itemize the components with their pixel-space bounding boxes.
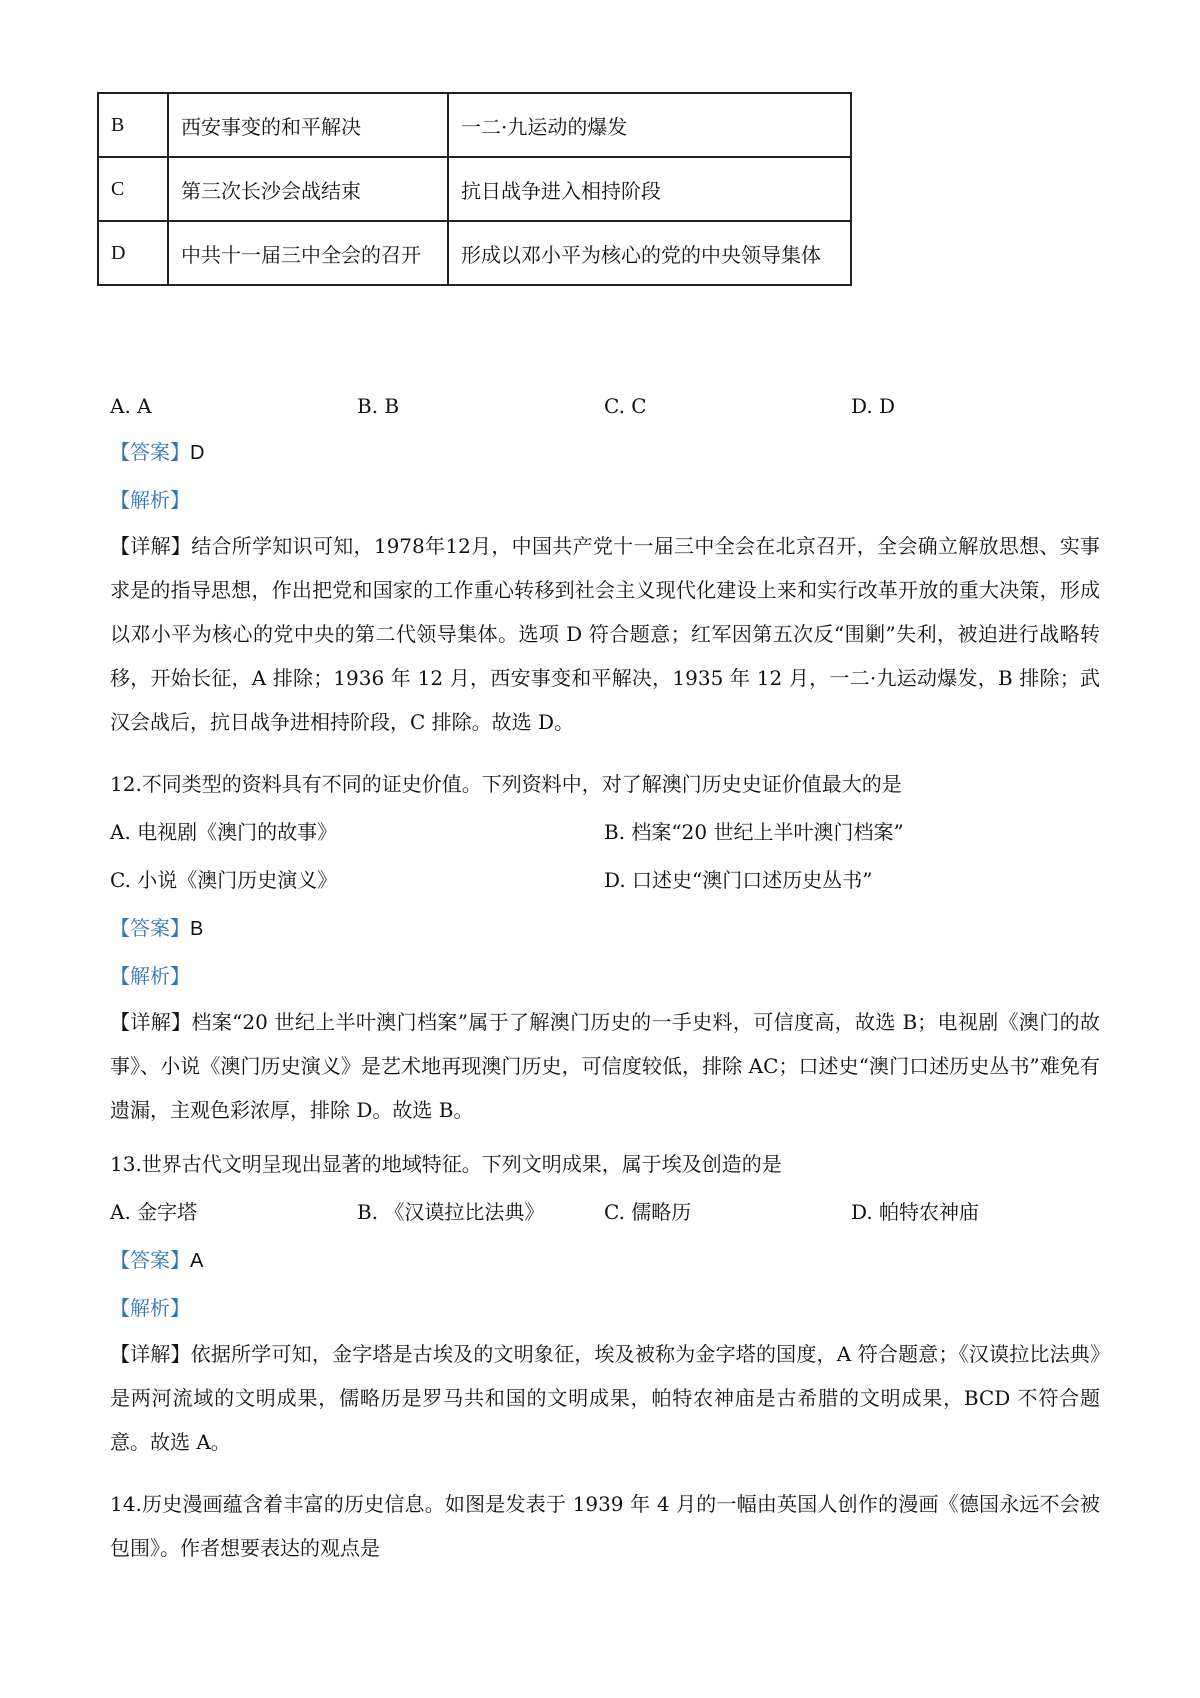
q11-option-b: B. B [357, 394, 400, 418]
detail-text: 结合所学知识可知，1978年12月，中国共产党十一届三中全会在北京召开，全会确立解放思想、实事求是的指导思想，作出把党和国家的工作重心转移到社会主义现代化建设上来和实行改革开放的重大决策，形成以邓小平为核心的党中央的第二代领导集体。选项 D 符合题意；红军因第五次反“围剿”失利，被迫进行战略转移，开始长征，A 排除；1936 年 12 月，西安事变和平解决，1935 年 12 月，一二·九运动爆发，B 排除；武汉会战后，抗日战争进相持阶段，C 排除。故选 D。 [110, 534, 1100, 734]
row-event: 中共十一届三中全会的召开 [168, 221, 448, 285]
q12-answer [110, 914, 1110, 943]
row-result: 形成以邓小平为核心的党的中央领导集体 [448, 221, 851, 285]
answer-value: A [190, 1250, 204, 1272]
row-letter: D [98, 221, 168, 285]
row-letter: B [98, 93, 168, 157]
q13-question: 13.世界古代文明呈现出显著的地域特征。下列文明成果，属于埃及创造的是 [110, 1152, 782, 1176]
table-row [98, 93, 851, 157]
row-event: 西安事变的和平解决 [168, 93, 448, 157]
q11-answer [110, 438, 1110, 467]
q11-analysis-tag: 【解析】 [110, 488, 190, 512]
q12-option-a: A. 电视剧《澳门的故事》 [110, 820, 338, 844]
answer-tag: 【答案】 [110, 1248, 190, 1272]
table-row [98, 157, 851, 221]
q12-option-b: B. 档案“20 世纪上半叶澳门档案” [604, 820, 904, 844]
table-row [98, 221, 851, 285]
q12-analysis-tag: 【解析】 [110, 964, 190, 988]
q14-question: 14.历史漫画蕴含着丰富的历史信息。如图是发表于 1939 年 4 月的一幅由英国人创作的漫画《德国永远不会被包围》。作者想要表达的观点是 [110, 1492, 1100, 1560]
answer-tag: 【答案】 [110, 916, 190, 940]
detail-text: 档案“20 世纪上半叶澳门档案”属于了解澳门历史的一手史料，可信度高，故选 B；电视剧《澳门的故事》、小说《澳门历史演义》是艺术地再现澳门历史，可信度较低，排除 AC；口述史“澳门口述历史丛书”难免有遗漏，主观色彩浓厚，排除 D。故选 B。 [110, 1010, 1100, 1122]
q12-detail [110, 1000, 1100, 1132]
detail-text: 依据所学可知，金字塔是古埃及的文明象征，埃及被称为金字塔的国度，A 符合题意；《汉谟拉比法典》是两河流域的文明成果，儒略历是罗马共和国的文明成果，帕特农神庙是古希腊的文明成果，BCD 不符合题意。故选 A。 [110, 1342, 1100, 1454]
detail-tag: 【详解】 [110, 1342, 191, 1366]
row-event: 第三次长沙会战结束 [168, 157, 448, 221]
row-letter: C [98, 157, 168, 221]
q11-option-a: A. A [110, 394, 152, 418]
q13-analysis-tag: 【解析】 [110, 1296, 190, 1320]
q13-detail [110, 1332, 1100, 1464]
detail-tag: 【详解】 [110, 534, 192, 558]
q13-answer [110, 1246, 1110, 1275]
q11-option-d: D. D [851, 394, 896, 418]
q13-option-c: C. 儒略历 [604, 1200, 692, 1224]
q11-option-c: C. C [604, 394, 647, 418]
answer-value: D [190, 442, 205, 464]
detail-tag: 【详解】 [110, 1010, 192, 1034]
row-result: 一二·九运动的爆发 [448, 93, 851, 157]
q11-detail [110, 524, 1100, 744]
q12-option-d: D. 口述史“澳门口述历史丛书” [604, 868, 873, 892]
q13-option-d: D. 帕特农神庙 [851, 1200, 980, 1224]
answer-value: B [190, 918, 204, 940]
q12-option-c: C. 小说《澳门历史演义》 [110, 868, 338, 892]
q13-option-b: B. 《汉谟拉比法典》 [357, 1200, 545, 1224]
q13-option-a: A. 金字塔 [110, 1200, 198, 1224]
answer-tag: 【答案】 [110, 440, 190, 464]
q12-question: 12.不同类型的资料具有不同的证史价值。下列资料中，对了解澳门历史史证价值最大的是 [110, 772, 902, 796]
row-result: 抗日战争进入相持阶段 [448, 157, 851, 221]
options-table [97, 92, 852, 286]
